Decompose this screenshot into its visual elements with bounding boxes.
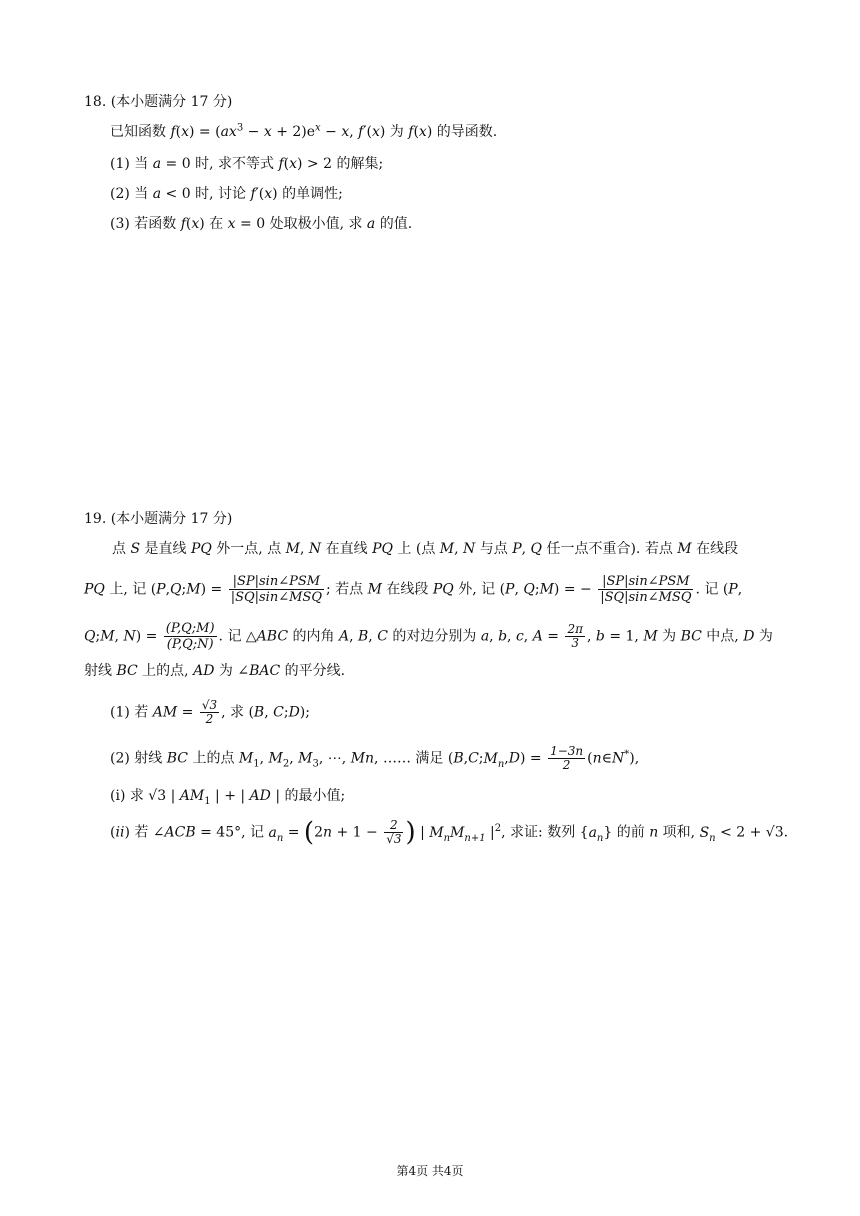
q18-part3: (3) 若函数 f(x) 在 x = 0 处取极小值, 求 a 的值. — [110, 216, 413, 232]
q18-header: 18. (本小题满分 17 分) — [84, 94, 233, 110]
q19-para-line4: 射线 BC 上的点, AD 为 ∠BAC 的平分线. — [84, 663, 346, 679]
q18-intro: 已知函数 $f(x) = (ax^3 - x + 2)e^x - x$, f′(x) 为 f(x) 的导函数. — [110, 122, 498, 140]
q19-para-line3: Q;M, N) = $\frac{(P,Q;M)}{(P,Q;N)}$ . 记 △ABC 的内角 A, B, C 的对边分别为 a, b, c, A = $\frac{2\pi}{3}$ , b = 1, M 为 BC 中点, D 为 — [84, 621, 773, 652]
q19-part2i: (i) 求 √3 | $AM_1$ | + | AD | 的最小值; — [110, 788, 346, 807]
q18-part2: (2) 当 a < 0 时, 讨论 f′(x) 的单调性; — [110, 186, 343, 202]
q19-part1: (1) 若 AM = $\frac{√3}{2}$ , 求 (B, C;D); — [110, 698, 310, 726]
q19-part2: (2) 射线 BC 上的点 $M_1$, $M_2$, $M_3$, ⋯, Mn, …… 满足 $(B,C;M_n,D)$ = $\frac{1-3n}{2}$ (n∈N*), — [110, 744, 640, 772]
q19-part2ii: (ii) 若 ∠ACB = 45°, 记 $a_n = (2n + 1$ − $\frac{2}{√3}$ ) | $M_nM_{n+1}$ $|^2$, 求证: 数列 $\{a_n\}$ 的前 n 项和, $S_n < 2 + √3$. — [110, 817, 789, 848]
page-footer: 第4页 共4页 — [396, 1164, 464, 1178]
q19-para-line1: 点 S 是直线 PQ 外一点, 点 M, N 在直线 PQ 上 (点 M, N 与点 P, Q 任一点不重合). 若点 M 在线段 — [112, 541, 739, 557]
q18-part1: (1) 当 a = 0 时, 求不等式 f(x) > 2 的解集; — [110, 156, 384, 172]
q19-para-line2: PQ 上, 记 (P,Q;M) = $\frac{\text{|SP|sin∠PSM}}{\text{|SQ|sin∠MSQ}}$ ; 若点 M 在线段 PQ 外, 记 (P, Q;M) = − $\frac{\text{|SP|sin∠PSM}}{\text{|SQ|sin∠MSQ}}$ . 记 (P, — [84, 574, 743, 605]
q19-header: 19. (本小题满分 17 分) — [84, 511, 233, 527]
